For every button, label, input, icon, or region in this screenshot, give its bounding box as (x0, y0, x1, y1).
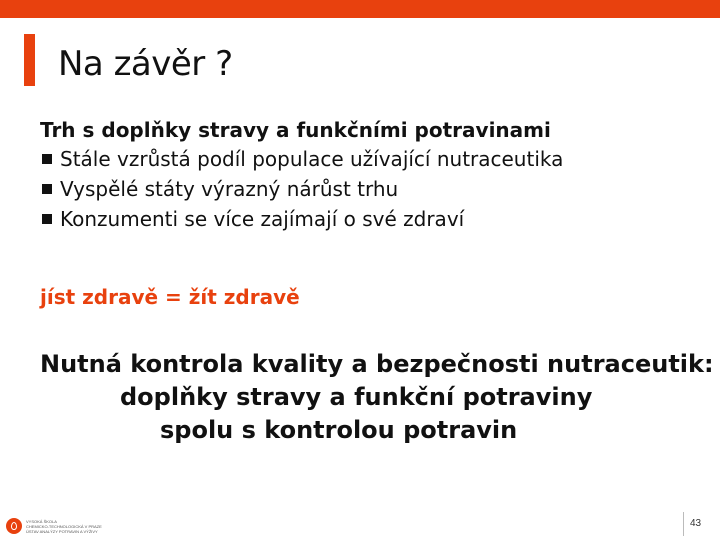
square-bullet-icon (42, 154, 52, 164)
footer-logo-text (26, 519, 102, 534)
conclusion-block (40, 348, 714, 447)
slogan: jíst zdravě = žít zdravě (40, 285, 300, 309)
vscht-logo-icon (6, 518, 22, 534)
footer-logo-line: CHEMICKO-TECHNOLOGICKÁ V PRAZE (26, 524, 102, 529)
bullet-item (40, 174, 563, 204)
square-bullet-icon (42, 214, 52, 224)
bullet-text: Stále vzrůstá podíl populace užívající nutraceutika (60, 147, 564, 171)
bullet-item (40, 204, 563, 234)
page-number-divider (683, 512, 684, 536)
bullet-item (40, 144, 563, 174)
footer-logo-line: VYSOKÁ ŠKOLA (26, 519, 57, 524)
bullet-text: Vyspělé státy výrazný nárůst trhu (60, 177, 399, 201)
slide-title: Na závěr ? (58, 44, 233, 84)
bullet-text: Konzumenti se více zajímají o své zdraví (60, 207, 465, 231)
footer-logo-line: ÚSTAV ANALÝZY POTRAVIN A VÝŽIVY (26, 529, 98, 534)
conclusion-line: Nutná kontrola kvality a bezpečnosti nutraceutik: (40, 350, 714, 378)
title-accent-bar (24, 34, 35, 86)
square-bullet-icon (42, 184, 52, 194)
top-accent-bar (0, 0, 720, 18)
intro-heading: Trh s doplňky stravy a funkčními potravinami (40, 118, 551, 142)
conclusion-line: doplňky stravy a funkční potraviny (120, 383, 593, 411)
bullet-list (40, 144, 563, 234)
conclusion-line: spolu s kontrolou potravin (160, 416, 518, 444)
page-number: 43 (690, 518, 702, 529)
